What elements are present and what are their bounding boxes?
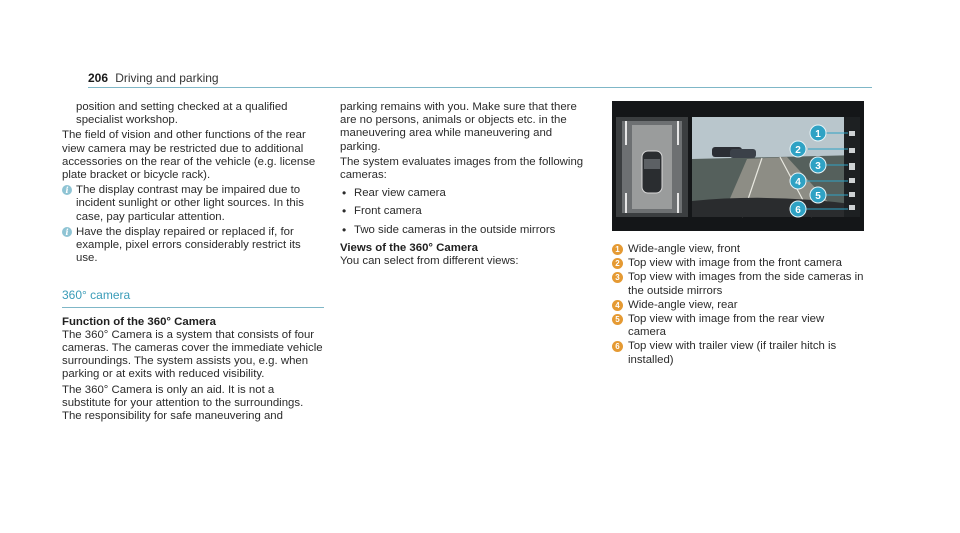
callout-2: 2	[795, 145, 801, 156]
legend-badge: 3	[612, 272, 623, 283]
callout-6: 6	[795, 205, 801, 216]
section-title: 360° camera	[62, 289, 324, 307]
subheading: Views of the 360° Camera	[340, 241, 478, 254]
legend-item	[612, 243, 864, 256]
legend-badge: 4	[612, 300, 623, 311]
legend-text: Wide-angle view, rear	[628, 298, 738, 311]
note-text: Have the display repaired or replaced if, for example, pixel errors considerably restrict its use.	[76, 225, 301, 265]
page-header	[88, 72, 872, 86]
paragraph: The system evaluates images from the following cameras:	[340, 155, 584, 182]
list-item: • Front camera	[340, 205, 592, 218]
note	[62, 184, 324, 224]
legend-text: Top view with trailer view (if trailer hitch is installed)	[628, 340, 837, 366]
callout-3: 3	[815, 161, 821, 172]
callout-4: 4	[795, 177, 801, 188]
paragraph: You can select from different views:	[340, 255, 519, 268]
note	[62, 226, 324, 266]
legend-item	[612, 340, 864, 366]
paragraph: The 360° Camera is only an aid. It is not a substitute for your attention to the surroundings. The responsibility for safe maneuvering and	[62, 383, 304, 423]
legend-item	[612, 271, 864, 297]
legend-badge: 2	[612, 258, 623, 269]
paragraph: parking remains with you. Make sure that there are no persons, animals or objects etc. in the maneuvering area while maneuvering and parking.	[340, 101, 577, 153]
section-name: Driving and parking	[115, 71, 219, 85]
callout-1: 1	[815, 129, 821, 140]
list-item: • Two side cameras in the outside mirrors	[340, 224, 592, 237]
column-middle	[340, 101, 592, 270]
header-divider	[88, 87, 872, 88]
legend-item	[612, 257, 864, 270]
camera-display-illustration	[612, 101, 864, 231]
legend-item	[612, 313, 864, 339]
column-right	[612, 101, 864, 368]
subheading: Function of the 360° Camera	[62, 315, 216, 328]
legend-text: Wide-angle view, front	[628, 243, 741, 255]
info-icon: i	[62, 227, 72, 237]
legend-text: Top view with image from the front camera	[628, 257, 842, 270]
camera-display-figure	[612, 101, 864, 231]
legend-item	[612, 299, 864, 312]
paragraph: position and setting checked at a qualified specialist workshop.	[76, 101, 288, 127]
legend-badge: 6	[612, 341, 623, 352]
note-text: The display contrast may be impaired due to incident sunlight or other light sources. In this case, pay particular attention.	[76, 184, 304, 223]
legend-text: Top view with images from the side cameras in the outside mirrors	[628, 271, 864, 297]
legend-badge: 1	[612, 244, 623, 255]
paragraph: The field of vision and other functions of the rear view camera may be restricted due to additional accessories on the rear of the vehicle (e.g. license plate bracket or bicycle rack).	[62, 129, 316, 182]
page-number: 206	[88, 71, 109, 85]
legend-text: Top view with image from the rear view camera	[628, 313, 825, 339]
callout-5: 5	[815, 191, 821, 202]
paragraph: The 360° Camera is a system that consists of four cameras. The cameras cover the immediate vehicle surroundings. The system assists you, e.g. when parking or at exits with reduced visibility.	[62, 328, 323, 381]
list-item: • Rear view camera	[340, 187, 592, 200]
legend-badge: 5	[612, 314, 623, 325]
info-icon: i	[62, 185, 72, 195]
column-left	[62, 101, 324, 425]
